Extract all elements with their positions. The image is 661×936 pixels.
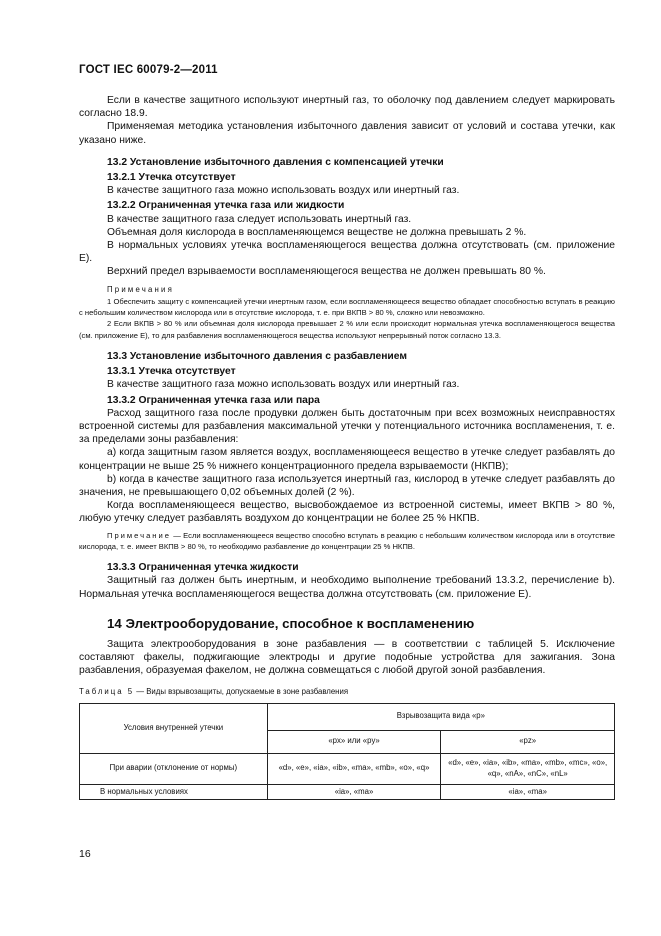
paragraph: Расход защитного газа после продувки должен быть достаточным при всех возможных неисправностях встроенной системы для разбавления максимальной утечки у потенциального источника воспламенения, т. е. за пределами зоны разбавления: [79,407,615,446]
paragraph: Если в качестве защитного используют инертный газ, то оболочку под давлением следует маркировать согласно 18.9. [79,95,615,120]
row-pxpy: «ia», «ma» [267,784,441,800]
header-pz: «pz» [441,730,615,753]
section-heading-13-3: 13.3 Установление избыточного давления с разбавлением [107,351,407,363]
paragraph: В нормальных условиях утечка воспламеняющегося вещества должна отсутствовать (см. приложение Е). [79,240,615,265]
list-item-a: a) когда защитным газом является воздух, воспламеняющееся вещество в утечке следует разбавлять до концентрации не выше 25 % нижнего концентрационного предела взрываемости (НКПВ); [79,447,615,472]
notes-title: Примечания [107,284,175,294]
note-3 [79,530,615,553]
row-condition: В нормальных условиях [80,784,268,800]
paragraph: Когда воспламеняющееся вещество, высвобождаемое из встроенной системы, имеет ВКПВ > 80 %, любую утечку следует разбавлять воздухом до концентрации не более 25 % НКПВ. [79,500,615,525]
paragraph: В качестве защитного газа следует использовать инертный газ. [107,213,412,225]
row-condition: При аварии (отклонение от нормы) [80,753,268,784]
document-header: ГОСТ IEC 60079-2—2011 [79,64,218,76]
paragraph: Применяемая методика установления избыточного давления зависит от условий и состава утечки, как указано ниже. [79,121,615,146]
paragraph: Верхний предел взрываемости воспламеняющегося вещества не должен превышать 80 %. [107,266,546,278]
row-pz: «ia», «ma» [441,784,615,800]
table-row [80,753,615,784]
page-number: 16 [79,848,91,860]
table-row [80,784,615,800]
paragraph: Защита электрооборудования в зоне разбавления — в соответствии с таблицей 5. Исключение составляют факелы, поджигающие электроды и другие подобные устройства для зажигания. Зона разбавления, образуемая факелом, не должна совмещаться с любой другой зоной разбавления. [79,638,615,677]
note-3-label: Примечание [107,530,171,540]
list-item-b: b) когда в качестве защитного газа используется инертный газ, кислород в утечке следует разбавлять до значения, не превышающего 0,02 объемных долей (2 %). [79,473,615,499]
section-heading-13-3-3: 13.3.3 Ограниченная утечка жидкости [107,562,299,574]
note-1: 1 Обеспечить защиту с компенсацией утечки инертным газом, если воспламеняющееся вещество обладает способностью вступать в реакцию с небольшим количеством кислорода или в отсутствие кислорода, т. е. при ВКПВ > 80 %, сложно или невозможно. [79,296,615,318]
row-pz: «d», «e», «ia», «ib», «ma», «mb», «mc», «o», «q», «nA», «nC», «nL» [441,753,615,784]
paragraph: В качестве защитного газа можно использовать воздух или инертный газ. [107,379,460,391]
row-pxpy: «d», «e», «ia», «ib», «ma», «mb», «o», «q» [267,753,441,784]
paragraph: Объемная доля кислорода в воспламеняющемся веществе не должна превышать 2 %. [107,226,527,238]
page-content [79,94,615,800]
header-protection-group: Взрывозащита вида «р» [267,703,614,730]
protection-types-table [79,703,615,801]
table-caption [79,685,615,698]
section-heading-13-3-1: 13.3.1 Утечка отсутствует [107,366,236,378]
paragraph: Защитный газ должен быть инертным, и необходимо выполнение требований 13.3.2, перечисление b). Нормальная утечка воспламеняющегося вещества должна отсутствовать (см. приложение Е). [79,575,615,600]
paragraph: В качестве защитного газа можно использовать воздух или инертный газ. [107,185,460,197]
section-heading-14: 14 Электрооборудование, способное к воспламенению [107,615,475,631]
note-3-text: — Если воспламеняющееся вещество способно вступать в реакцию с небольшим количеством кислорода или в отсутствие кислорода, т. е. имеет ВКПВ > 80 %, то необходимо разбавление до концентрации 25 % НКПВ. [79,530,615,551]
section-heading-13-2-2: 13.2.2 Ограниченная утечка газа или жидкости [107,200,345,212]
table-caption-text: — Виды взрывозащиты, допускаемые в зоне разбавления [134,687,349,697]
header-conditions: Условия внутренней утечки [80,703,268,753]
table-caption-label: Таблица 5 [79,687,135,697]
note-2: 2 Если ВКПВ > 80 % или объемная доля кислорода превышает 2 % или если происходит нормальная утечка воспламеняющегося вещества (см. приложение Е), то для разбавления воспламеняющегося вещества используют непрерывный поток согласно 13.3. [79,319,615,340]
section-heading-13-2: 13.2 Установление избыточного давления с компенсацией утечки [107,156,444,168]
section-heading-13-3-2: 13.3.2 Ограниченная утечка газа или пара [107,394,320,406]
section-heading-13-2-1: 13.2.1 Утечка отсутствует [107,172,236,184]
header-pxpy: «px» или «py» [267,730,441,753]
